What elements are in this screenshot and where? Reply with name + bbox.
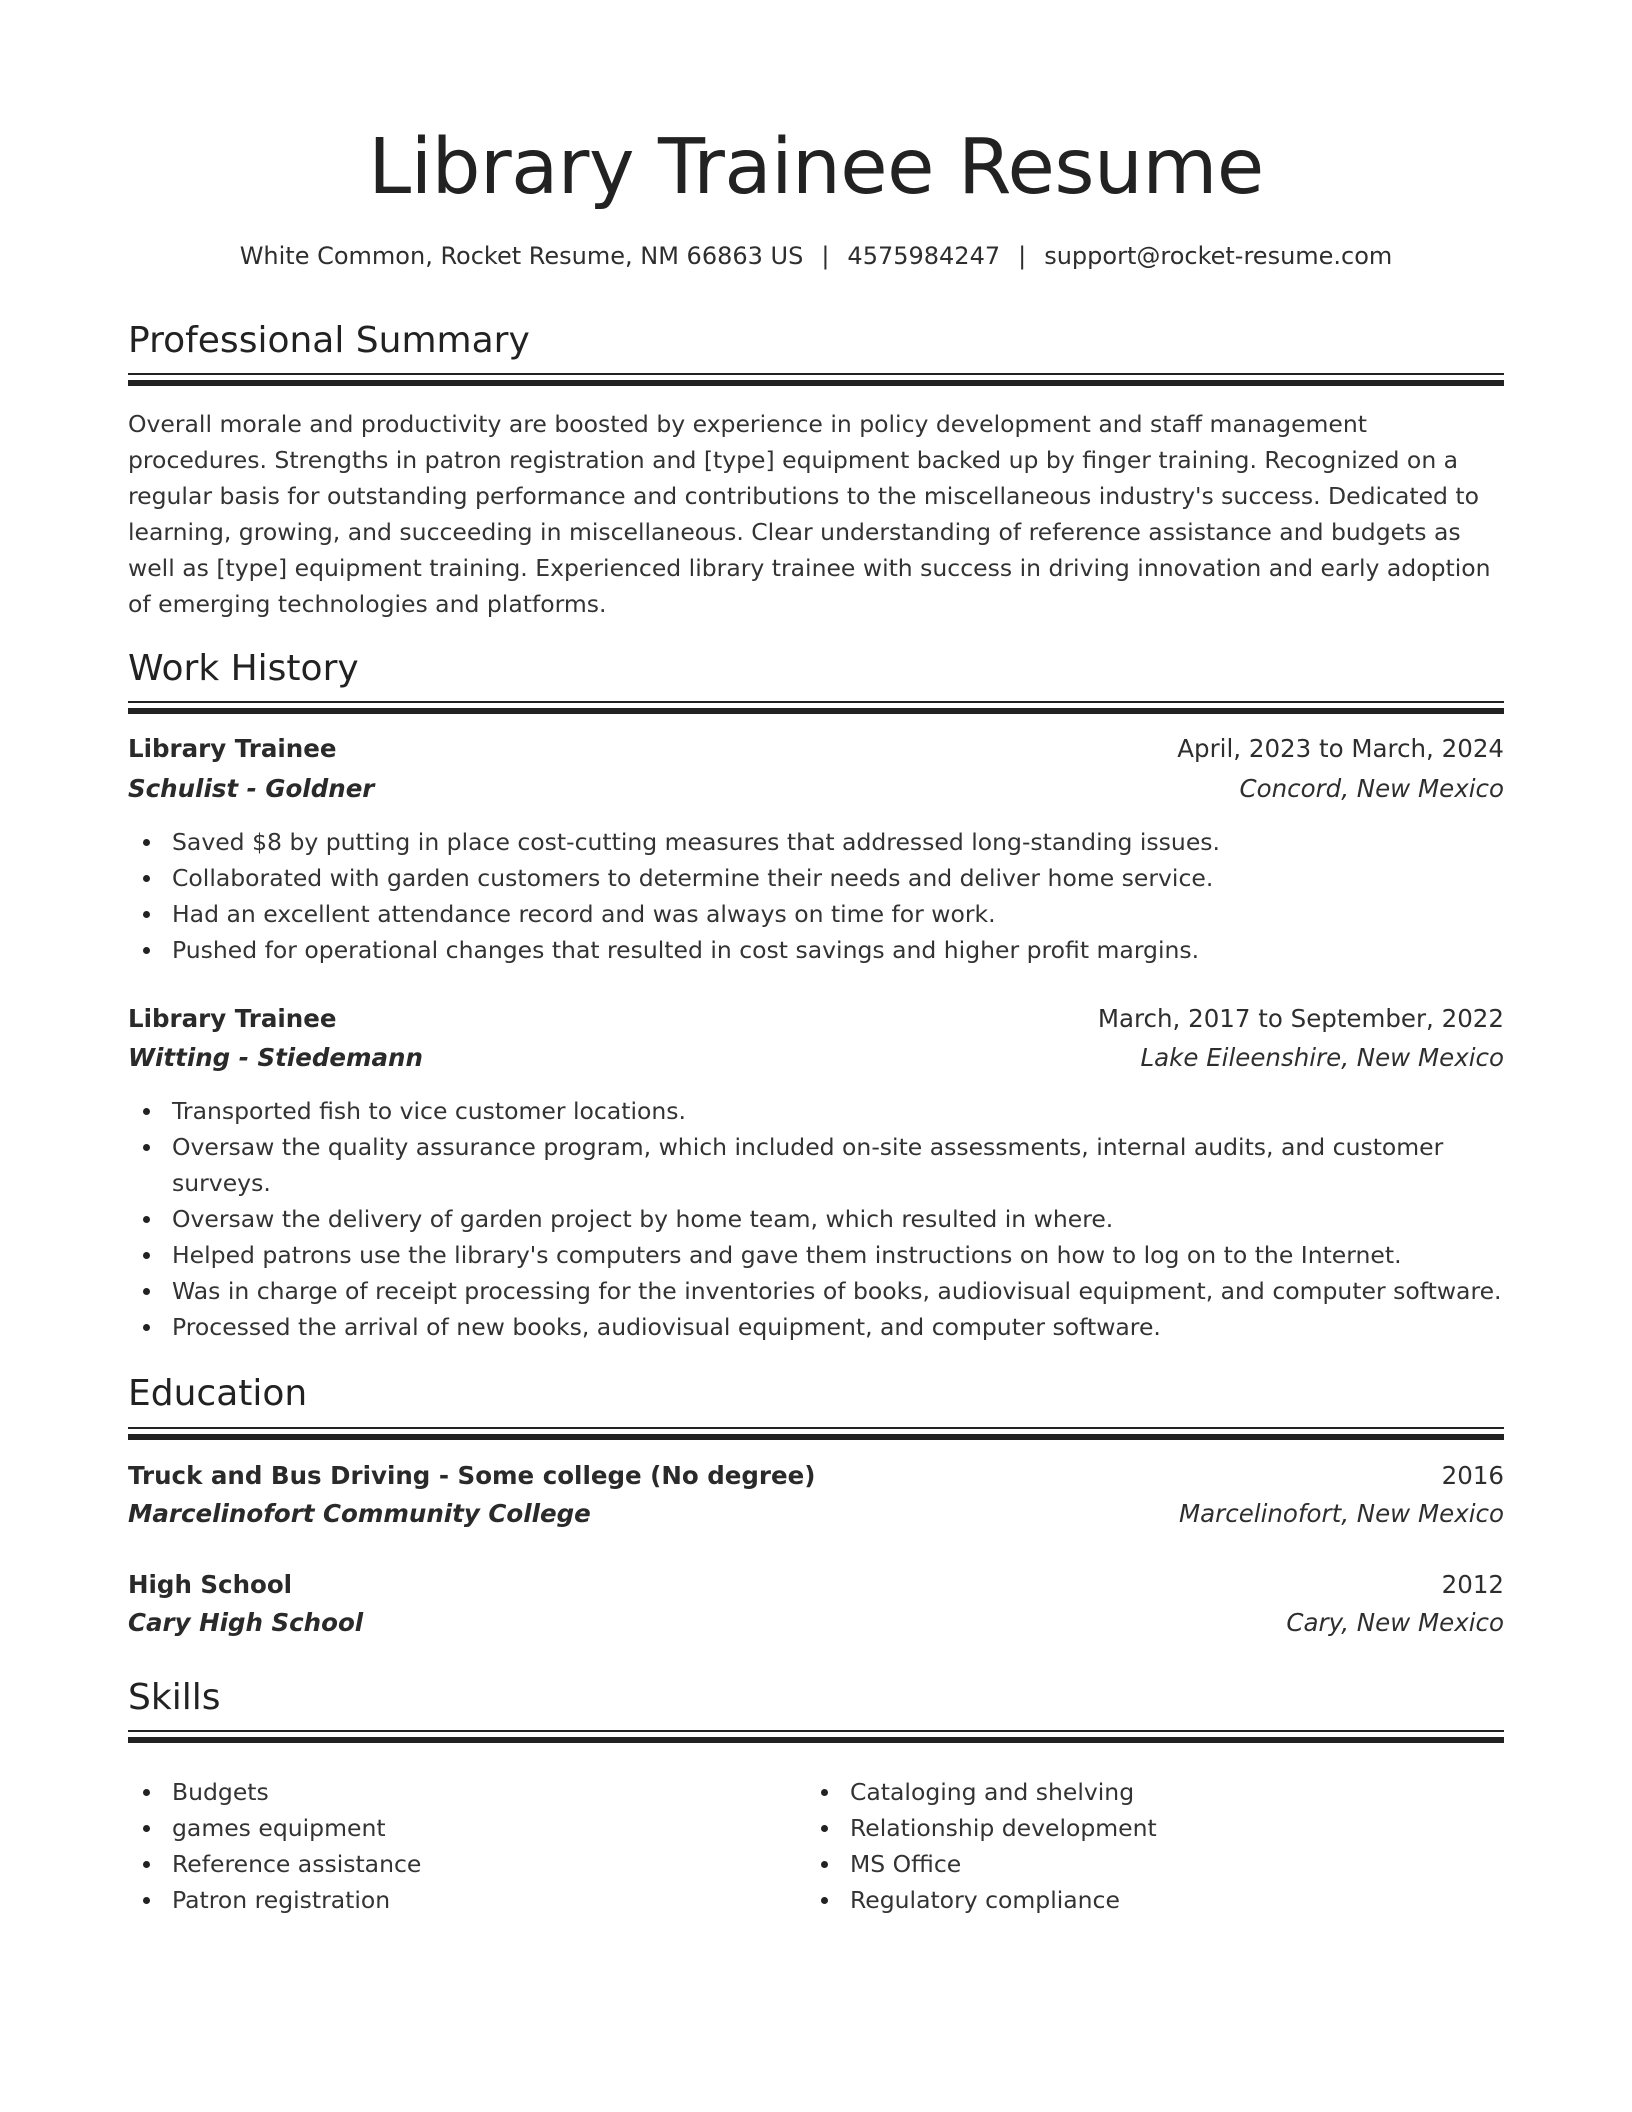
- job-location: Concord, New Mexico: [1239, 774, 1504, 803]
- job-bullet-list: [128, 1093, 1504, 1345]
- education-degree: High School: [128, 1570, 293, 1599]
- job-company-row: [128, 1040, 1504, 1076]
- list-item: [128, 932, 1504, 968]
- bullet-icon: [143, 1288, 150, 1295]
- skills-list-right: [806, 1774, 1466, 1918]
- education-school-row: [128, 1496, 1504, 1532]
- contact-phone: 4575984247: [847, 242, 1001, 270]
- job-company: Schulist - Goldner: [128, 774, 375, 803]
- job-title: Library Trainee: [128, 734, 337, 763]
- list-item-text: Helped patrons use the library's computers and gave them instructions on how to log on to the Internet.: [172, 1241, 1402, 1269]
- bullet-icon: [143, 1825, 150, 1832]
- job-header-row: [128, 731, 1504, 767]
- skill-item: [128, 1882, 788, 1918]
- bullet-icon: [821, 1825, 828, 1832]
- contact-address: White Common, Rocket Resume, NM 66863 US: [239, 242, 804, 270]
- skills-list-left: [128, 1774, 788, 1918]
- list-item-text: Collaborated with garden customers to determine their needs and deliver home service.: [172, 864, 1214, 892]
- skill-text: Patron registration: [172, 1886, 391, 1914]
- bullet-icon: [143, 1324, 150, 1331]
- education-year: 2016: [1441, 1461, 1504, 1490]
- job-dates: March, 2017 to September, 2022: [1097, 1004, 1504, 1033]
- education-location: Cary, New Mexico: [1286, 1608, 1504, 1637]
- job-bullet-list: [128, 824, 1504, 968]
- list-item-text: Saved $8 by putting in place cost-cutting measures that addressed long-standing issues.: [172, 828, 1220, 856]
- list-item: [128, 824, 1504, 860]
- list-item-text: Pushed for operational changes that resulted in cost savings and higher profit margins.: [172, 936, 1200, 964]
- bullet-icon: [143, 1252, 150, 1259]
- contact-line: [128, 238, 1504, 274]
- bullet-icon: [143, 839, 150, 846]
- skill-item: [806, 1774, 1466, 1810]
- skill-text: MS Office: [850, 1850, 962, 1878]
- section-divider: [128, 1730, 1504, 1744]
- list-item-text: Processed the arrival of new books, audiovisual equipment, and computer software.: [172, 1313, 1161, 1341]
- bullet-icon: [143, 1861, 150, 1868]
- list-item: [128, 896, 1504, 932]
- list-item: [128, 860, 1504, 896]
- skill-item: [806, 1846, 1466, 1882]
- list-item: [128, 1273, 1504, 1309]
- skill-item: [128, 1774, 788, 1810]
- summary-text: Overall morale and productivity are boosted by experience in policy development and staff management procedures. Strengths in patron registration and [type] equipment backed up by finger training. Recognized on a regular basis for outstanding performance and contributions to the miscellaneous industry's success. Dedicated to learning, growing, and succeeding in miscellaneous. Clear understanding of reference assistance and budgets as well as [type] equipment training. Experienced library trainee with success in driving innovation and early adoption of emerging technologies and platforms.: [128, 410, 1491, 618]
- section-heading-skills: Skills: [128, 1677, 221, 1718]
- list-item-text: Had an excellent attendance record and was always on time for work.: [172, 900, 996, 928]
- section-heading-summary: Professional Summary: [128, 320, 530, 361]
- job-dates: April, 2023 to March, 2024: [1177, 734, 1504, 763]
- list-item: [128, 1201, 1504, 1237]
- skill-text: Reference assistance: [172, 1850, 422, 1878]
- education-header-row: [128, 1458, 1504, 1494]
- education-school-row: [128, 1605, 1504, 1641]
- bullet-icon: [143, 875, 150, 882]
- list-item-text: Was in charge of receipt processing for the inventories of books, audiovisual equipment, and computer software.: [172, 1277, 1502, 1305]
- list-item-text: Oversaw the delivery of garden project by home team, which resulted in where.: [172, 1205, 1114, 1233]
- list-item-text: Transported fish to vice customer locations.: [172, 1097, 686, 1125]
- skill-text: Budgets: [172, 1778, 269, 1806]
- list-item: [128, 1309, 1504, 1345]
- section-heading-education: Education: [128, 1373, 308, 1414]
- section-divider: [128, 1427, 1504, 1441]
- job-title: Library Trainee: [128, 1004, 337, 1033]
- bullet-icon: [821, 1861, 828, 1868]
- bullet-icon: [143, 1897, 150, 1904]
- list-item: [128, 1093, 1504, 1129]
- skill-text: Relationship development: [850, 1814, 1157, 1842]
- bullet-icon: [143, 1108, 150, 1115]
- job-header-row: [128, 1001, 1504, 1037]
- bullet-icon: [821, 1789, 828, 1796]
- skill-item: [806, 1882, 1466, 1918]
- list-item-text: Oversaw the quality assurance program, which included on-site assessments, internal audits, and customer surveys.: [172, 1133, 1444, 1197]
- contact-separator: |: [1018, 242, 1027, 270]
- list-item: [128, 1237, 1504, 1273]
- bullet-icon: [143, 1789, 150, 1796]
- bullet-icon: [143, 911, 150, 918]
- skill-item: [128, 1810, 788, 1846]
- education-location: Marcelinofort, New Mexico: [1179, 1499, 1504, 1528]
- education-header-row: [128, 1567, 1504, 1603]
- section-divider: [128, 373, 1504, 387]
- section-heading-work-history: Work History: [128, 648, 359, 689]
- bullet-icon: [143, 947, 150, 954]
- bullet-icon: [143, 1216, 150, 1223]
- section-divider: [128, 701, 1504, 715]
- education-school: Marcelinofort Community College: [128, 1499, 591, 1528]
- skill-text: games equipment: [172, 1814, 386, 1842]
- resume-title: Library Trainee Resume: [368, 123, 1264, 212]
- bullet-icon: [821, 1897, 828, 1904]
- contact-email: support@rocket-resume.com: [1044, 242, 1393, 270]
- skill-item: [128, 1846, 788, 1882]
- skill-text: Cataloging and shelving: [850, 1778, 1135, 1806]
- contact-separator: |: [821, 242, 830, 270]
- job-company: Witting - Stiedemann: [128, 1043, 423, 1072]
- skill-text: Regulatory compliance: [850, 1886, 1120, 1914]
- education-year: 2012: [1441, 1570, 1504, 1599]
- list-item: [128, 1129, 1504, 1201]
- education-degree: Truck and Bus Driving - Some college (No degree): [128, 1461, 816, 1490]
- bullet-icon: [143, 1144, 150, 1151]
- education-school: Cary High School: [128, 1608, 364, 1637]
- job-location: Lake Eileenshire, New Mexico: [1140, 1043, 1504, 1072]
- skill-item: [806, 1810, 1466, 1846]
- job-company-row: [128, 771, 1504, 807]
